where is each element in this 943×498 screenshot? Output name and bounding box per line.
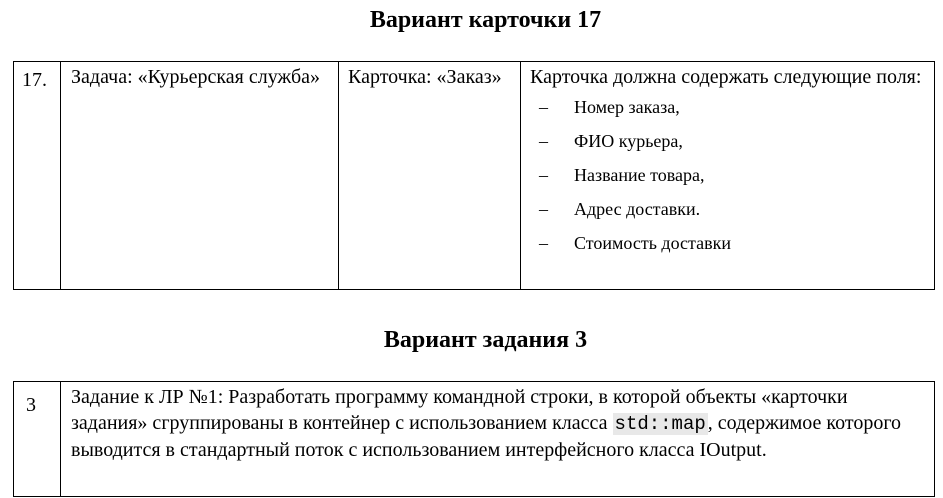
task-number-cell: 3 — [14, 382, 61, 497]
dash-bullet: – — [539, 165, 548, 185]
field-label: Название товара, — [574, 165, 705, 185]
task-text-end: , содержимое которого выводится в стандартный поток с использованием интерфейсного класса IOutput. — [71, 412, 902, 461]
code-snippet: std::map — [614, 413, 706, 435]
field-label: ФИО курьера, — [574, 131, 683, 151]
fields-list — [530, 96, 934, 254]
list-item — [530, 164, 934, 186]
field-label: Стоимость доставки — [574, 233, 731, 253]
list-item — [530, 232, 934, 254]
fields-cell — [521, 62, 935, 290]
card-variant-table — [13, 61, 935, 290]
dash-bullet: – — [539, 97, 548, 117]
card-variant-heading: Вариант карточки 17 — [369, 7, 602, 33]
dash-bullet: – — [539, 131, 548, 151]
dash-bullet: – — [539, 233, 548, 253]
variant-number-cell: 17. — [14, 62, 61, 290]
list-item — [530, 198, 934, 220]
list-item — [530, 130, 934, 152]
field-label: Адрес доставки. — [574, 199, 701, 219]
task-description-cell — [61, 382, 935, 497]
dash-bullet: – — [539, 199, 548, 219]
task-variant-table — [13, 381, 935, 497]
table-row — [14, 382, 935, 497]
card-cell: Карточка: «Заказ» — [339, 62, 521, 290]
table-row — [14, 62, 935, 290]
task-variant-heading: Вариант задания 3 — [383, 327, 588, 353]
task-cell: Задача: «Курьерская служба» — [61, 62, 339, 290]
field-label: Номер заказа, — [574, 97, 680, 117]
fields-intro: Карточка должна содержать следующие поля: — [530, 66, 922, 88]
list-item — [530, 96, 934, 118]
task-text-start: Задание к ЛР №1: Разработать программу командной строки, в которой объекты «карточки задания» сгруппированы в контейнер с использованием класса — [71, 386, 848, 434]
